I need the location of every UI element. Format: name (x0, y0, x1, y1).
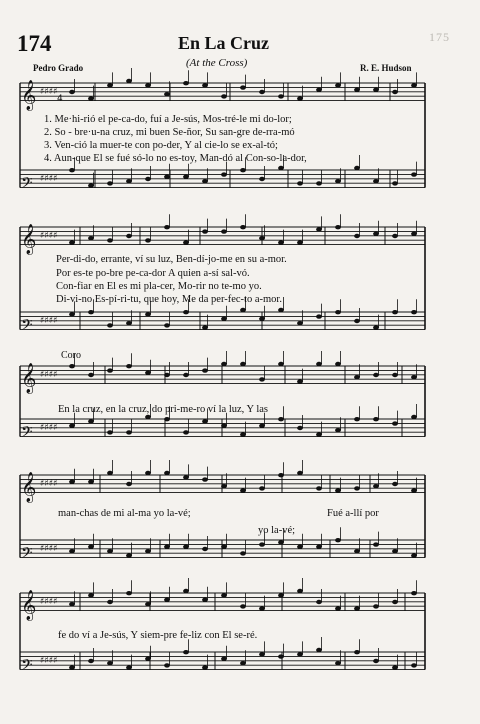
notehead (107, 549, 113, 553)
notehead (373, 232, 379, 236)
notehead (411, 375, 417, 379)
facing-page-bleed: 175 (429, 30, 450, 44)
notehead (164, 417, 170, 421)
notehead (145, 602, 151, 606)
notehead (202, 419, 208, 423)
notehead (392, 421, 398, 425)
notehead (69, 549, 75, 553)
key-signature-sharps-icon: ♯♯♯♯ (40, 423, 58, 433)
treble-clef-icon: 𝄞 (21, 472, 37, 503)
notehead (88, 419, 94, 423)
notehead (335, 428, 341, 432)
notehead (278, 473, 284, 477)
notehead (278, 593, 284, 597)
notehead (240, 168, 246, 172)
treble-clef-icon: 𝄞 (21, 363, 37, 394)
notehead (278, 166, 284, 170)
notehead (145, 371, 151, 375)
notehead (373, 417, 379, 421)
notehead (278, 308, 284, 312)
notehead (69, 424, 75, 428)
verse-1-line-1: 1. Me·hi-rió el pe-ca-do, fuí a Je-sús, Mos-tré-le mi do-lor; (44, 114, 292, 125)
notehead (354, 549, 360, 553)
notehead (164, 323, 170, 327)
notehead (392, 373, 398, 377)
notehead (145, 312, 151, 316)
notehead (316, 600, 322, 604)
notehead (107, 368, 113, 372)
notehead (69, 168, 75, 172)
key-signature-sharps-icon: ♯♯♯♯ (40, 544, 58, 554)
notehead (202, 325, 208, 329)
notehead (202, 547, 208, 551)
bass-clef-icon: 𝄢 (21, 316, 33, 338)
notehead (240, 432, 246, 436)
chorus-line-3: fe do ví a Je-sús, Y siem-pre fe-liz con El se-ré. (58, 630, 258, 641)
notehead (354, 417, 360, 421)
verse-4-line-1: 4. Aun-que El se fué só-lo no es-toy, Man-dó al Con-so-la-dor, (44, 153, 307, 164)
key-signature-sharps-icon: ♯♯♯♯ (40, 370, 58, 380)
key-signature-sharps-icon: ♯♯♯♯ (40, 656, 58, 666)
notehead (164, 545, 170, 549)
notehead (202, 229, 208, 233)
notehead (259, 90, 265, 94)
notehead (335, 83, 341, 87)
notehead (202, 477, 208, 481)
composer-name: R. E. Hudson (360, 63, 412, 73)
notehead (335, 606, 341, 610)
notehead (316, 545, 322, 549)
notehead (297, 240, 303, 244)
notehead (126, 321, 132, 325)
notehead (411, 232, 417, 236)
notehead (202, 598, 208, 602)
notehead (107, 181, 113, 185)
notehead (107, 471, 113, 475)
notehead (316, 486, 322, 490)
verse-2-line-1: 2. So - bre·u-na cruz, mi buen Se-ñor, Su san-gre de-rra-mó (44, 127, 295, 138)
notehead (411, 310, 417, 314)
notehead (88, 659, 94, 663)
chorus-line-2c: yo la-vé; (258, 525, 296, 536)
notehead (240, 488, 246, 492)
key-signature-sharps-icon: ♯♯♯♯ (40, 597, 58, 607)
notehead (107, 600, 113, 604)
notehead (316, 432, 322, 436)
notehead (335, 225, 341, 229)
bass-clef-icon: 𝄢 (21, 544, 33, 566)
notehead (354, 234, 360, 238)
notehead (221, 424, 227, 428)
notehead (392, 310, 398, 314)
notehead (392, 234, 398, 238)
notehead (392, 181, 398, 185)
notehead (202, 368, 208, 372)
notehead (316, 227, 322, 231)
notehead (373, 88, 379, 92)
bass-clef-icon: 𝄢 (21, 423, 33, 445)
notehead (392, 665, 398, 669)
notehead (297, 545, 303, 549)
notehead (88, 593, 94, 597)
notehead (335, 661, 341, 665)
notehead (354, 88, 360, 92)
notehead (221, 657, 227, 661)
notehead (126, 665, 132, 669)
notehead (145, 549, 151, 553)
key-signature-sharps-icon: ♯♯♯♯ (40, 231, 58, 241)
notehead (316, 648, 322, 652)
verse-3-line-2: Con-fiar en El es mi pla-cer, Mo-rir no te-mo yo. (56, 281, 262, 292)
notehead (297, 181, 303, 185)
notehead (183, 240, 189, 244)
bass-clef-icon: 𝄢 (21, 656, 33, 678)
treble-clef-icon: 𝄞 (21, 590, 37, 621)
notehead (240, 551, 246, 555)
notehead (183, 430, 189, 434)
notehead (126, 364, 132, 368)
notehead (183, 650, 189, 654)
hymn-subtitle: (At the Cross) (186, 57, 248, 69)
notehead (107, 83, 113, 87)
notehead (183, 475, 189, 479)
notehead (278, 417, 284, 421)
notehead (278, 94, 284, 98)
notehead (126, 79, 132, 83)
notehead (354, 375, 360, 379)
notehead (69, 480, 75, 484)
notehead (126, 553, 132, 557)
notehead (297, 96, 303, 100)
notehead (183, 81, 189, 85)
notehead (354, 486, 360, 490)
notehead (411, 172, 417, 176)
key-signature-sharps-icon: ♯♯♯♯ (40, 87, 58, 97)
notehead (373, 542, 379, 546)
notehead (183, 589, 189, 593)
notehead (240, 85, 246, 89)
notehead (126, 179, 132, 183)
notehead (297, 589, 303, 593)
notehead (88, 545, 94, 549)
notehead (392, 549, 398, 553)
key-signature-sharps-icon: ♯♯♯♯ (40, 316, 58, 326)
notehead (373, 373, 379, 377)
notehead (297, 652, 303, 656)
notehead (145, 415, 151, 419)
notehead (411, 83, 417, 87)
notehead (297, 379, 303, 383)
notehead (259, 424, 265, 428)
notehead (88, 373, 94, 377)
notehead (354, 650, 360, 654)
key-signature-sharps-icon: ♯♯♯♯ (40, 479, 58, 489)
notehead (240, 308, 246, 312)
notehead (88, 236, 94, 240)
notehead (411, 488, 417, 492)
notehead (221, 545, 227, 549)
notehead (335, 362, 341, 366)
treble-clef-icon: 𝄞 (21, 224, 37, 255)
notehead (221, 317, 227, 321)
notehead (145, 471, 151, 475)
notehead (259, 606, 265, 610)
notehead (259, 542, 265, 546)
bass-clef-icon: 𝄢 (21, 174, 33, 196)
notehead (107, 430, 113, 434)
notehead (145, 83, 151, 87)
hymn-title: En La Cruz (178, 33, 270, 53)
key-signature-sharps-icon: ♯♯♯♯ (40, 174, 58, 184)
notehead (316, 362, 322, 366)
notehead (316, 181, 322, 185)
notehead (278, 362, 284, 366)
notehead (335, 310, 341, 314)
notehead (69, 90, 75, 94)
notehead (221, 94, 227, 98)
notehead (259, 652, 265, 656)
notehead (202, 83, 208, 87)
notehead (354, 319, 360, 323)
notehead (240, 225, 246, 229)
notehead (221, 484, 227, 488)
notehead (316, 314, 322, 318)
hymn-number: 174 (17, 31, 52, 56)
notehead (392, 90, 398, 94)
notehead (297, 471, 303, 475)
notehead (126, 234, 132, 238)
notehead (164, 598, 170, 602)
verse-1-line-2: Per-di-do, errante, ví su luz, Ben-dí-jo-me en su a-mor. (56, 254, 287, 265)
notehead (88, 310, 94, 314)
notehead (259, 486, 265, 490)
notehead (164, 175, 170, 179)
notehead (164, 225, 170, 229)
notehead (126, 482, 132, 486)
notehead (373, 179, 379, 183)
notehead (354, 166, 360, 170)
notehead (69, 602, 75, 606)
notehead (88, 96, 94, 100)
notehead (107, 661, 113, 665)
notehead (69, 665, 75, 669)
notehead (392, 600, 398, 604)
notehead (202, 665, 208, 669)
verse-2-line-2: Por es-te po-bre pe-ca-dor A quien a-sí sal-vó. (56, 268, 250, 279)
notehead (240, 661, 246, 665)
notehead (278, 540, 284, 544)
notehead (221, 593, 227, 597)
notehead (88, 480, 94, 484)
notehead (221, 172, 227, 176)
notehead (221, 362, 227, 366)
time-signature: 4 (57, 94, 63, 104)
notehead (411, 415, 417, 419)
notehead (183, 373, 189, 377)
notehead (411, 591, 417, 595)
notehead (126, 591, 132, 595)
notehead (69, 240, 75, 244)
notehead (259, 317, 265, 321)
notehead (69, 364, 75, 368)
notehead (373, 659, 379, 663)
notehead (107, 238, 113, 242)
notehead (373, 604, 379, 608)
notehead (392, 482, 398, 486)
notehead (259, 236, 265, 240)
notehead (411, 553, 417, 557)
notehead (183, 310, 189, 314)
notehead (278, 654, 284, 658)
chorus-line-1: En la cruz, en la cruz, do pri-me-ro ví la luz, Y las (58, 404, 269, 415)
notehead (202, 179, 208, 183)
notehead (240, 362, 246, 366)
notehead (69, 312, 75, 316)
treble-clef-icon: 𝄞 (21, 80, 37, 111)
chorus-line-2a: man-chas de mi al-ma yo la-vé; (58, 508, 191, 519)
notehead (335, 538, 341, 542)
notehead (278, 240, 284, 244)
notehead (373, 325, 379, 329)
notehead (335, 179, 341, 183)
notehead (164, 92, 170, 96)
notehead (145, 238, 151, 242)
notehead (221, 229, 227, 233)
notehead (297, 426, 303, 430)
notehead (107, 323, 113, 327)
verse-3-line-1: 3. Ven-ció la muer-te con po-der, Y al cie-lo se ex-al-tó; (44, 140, 278, 151)
notehead (354, 606, 360, 610)
notehead (373, 484, 379, 488)
tune-name: Pedro Grado (33, 63, 84, 73)
notehead (126, 430, 132, 434)
notehead (88, 183, 94, 187)
chorus-line-2b: Fué a-llí por (327, 508, 379, 519)
notehead (259, 377, 265, 381)
verse-4-line-2: Di-vi-no Es-pí-ri-tu, que hoy, Me da per-fec-to a-mor. (56, 294, 282, 305)
notehead (240, 604, 246, 608)
notehead (164, 373, 170, 377)
notehead (145, 657, 151, 661)
notehead (183, 545, 189, 549)
notehead (411, 663, 417, 667)
notehead (164, 471, 170, 475)
notehead (145, 177, 151, 181)
chorus-label: Coro (61, 350, 81, 361)
notehead (259, 177, 265, 181)
notehead (297, 321, 303, 325)
notehead (316, 88, 322, 92)
notehead (183, 175, 189, 179)
notehead (335, 488, 341, 492)
notehead (164, 663, 170, 667)
